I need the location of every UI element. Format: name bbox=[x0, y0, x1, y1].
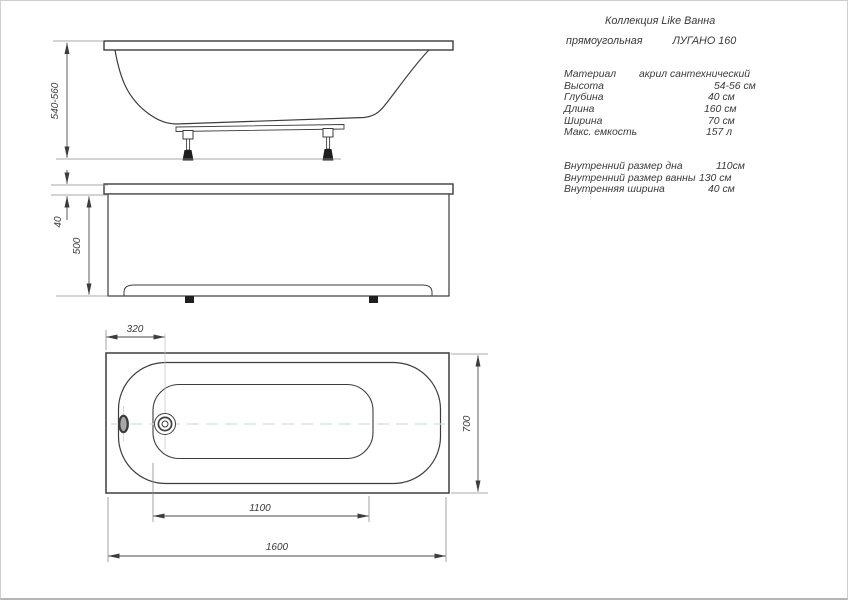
leg-bracket bbox=[183, 131, 193, 140]
dim-panel-height-label: 500 bbox=[72, 237, 83, 255]
spec-label: Внутренний размер ванны bbox=[564, 172, 696, 184]
spec-row-width bbox=[564, 116, 847, 128]
panel-foot-right bbox=[369, 296, 378, 303]
spec-value: 110см bbox=[716, 161, 745, 172]
model-title bbox=[566, 36, 736, 48]
spec-label: Глубина bbox=[564, 92, 604, 104]
front-panel-view bbox=[51, 170, 453, 303]
spec-panel bbox=[557, 11, 847, 231]
spec-value: 54-56 см bbox=[714, 80, 756, 92]
tub-leg-left bbox=[183, 131, 194, 161]
overflow-hole bbox=[119, 416, 128, 432]
spec-label: Ширина bbox=[564, 115, 603, 127]
dim-width-label: 700 bbox=[462, 415, 473, 433]
front-panel-body bbox=[108, 194, 449, 296]
spec-value: 130 см bbox=[699, 172, 732, 184]
tub-rim-front bbox=[104, 184, 453, 194]
shape-label: прямоугольная bbox=[566, 35, 643, 47]
dim-rim-height-label: 40 bbox=[53, 216, 64, 228]
spec-row-material bbox=[564, 69, 847, 81]
support-board bbox=[176, 125, 344, 132]
spec-value: 160 см bbox=[704, 104, 737, 116]
model-name: ЛУГАНО 160 bbox=[672, 35, 737, 47]
spec-row-inner-length bbox=[564, 173, 847, 185]
spec-value: 70 см bbox=[708, 115, 735, 127]
spec-label: Длина bbox=[564, 104, 595, 116]
spec-row-capacity bbox=[564, 127, 847, 139]
spec-block-inner bbox=[564, 161, 847, 196]
drain bbox=[155, 414, 176, 435]
tub-body-profile bbox=[115, 50, 429, 124]
spec-value: 40 см bbox=[708, 92, 735, 104]
spec-label: Внутренняя ширина bbox=[564, 184, 665, 196]
leg-stem bbox=[187, 139, 190, 150]
spec-label: Внутренний размер дна bbox=[564, 161, 683, 172]
plan-view bbox=[106, 330, 488, 562]
dim-side-height-label: 540-560 bbox=[50, 82, 61, 120]
tub-rim-side bbox=[104, 41, 453, 50]
panel-foot-left bbox=[185, 296, 194, 303]
dim-drain-offset-label: 320 bbox=[126, 324, 144, 335]
spec-row-depth bbox=[564, 92, 847, 104]
spec-block-main bbox=[564, 69, 847, 139]
spec-row-inner-bottom bbox=[564, 161, 847, 173]
leg-bracket bbox=[323, 129, 333, 138]
dim-overall-length-label: 1600 bbox=[265, 542, 289, 553]
side-elevation-view bbox=[53, 41, 453, 161]
spec-value: 40 см bbox=[708, 184, 735, 196]
spec-label: Макс. емкость bbox=[564, 127, 638, 139]
spec-label: Высота bbox=[564, 80, 604, 92]
spec-row-inner-width bbox=[564, 184, 847, 196]
leg-stem bbox=[327, 137, 330, 149]
spec-label: Материал bbox=[564, 69, 617, 80]
collection-title: Коллекция Like Ванна bbox=[605, 15, 716, 27]
tub-leg-right bbox=[323, 129, 334, 161]
spec-value: 157 л bbox=[706, 127, 733, 139]
spec-row-length bbox=[564, 104, 847, 116]
spec-value: акрил сантехнический bbox=[639, 69, 751, 80]
dim-bottom-length-label: 1100 bbox=[249, 503, 271, 514]
spec-row-height bbox=[564, 81, 847, 93]
